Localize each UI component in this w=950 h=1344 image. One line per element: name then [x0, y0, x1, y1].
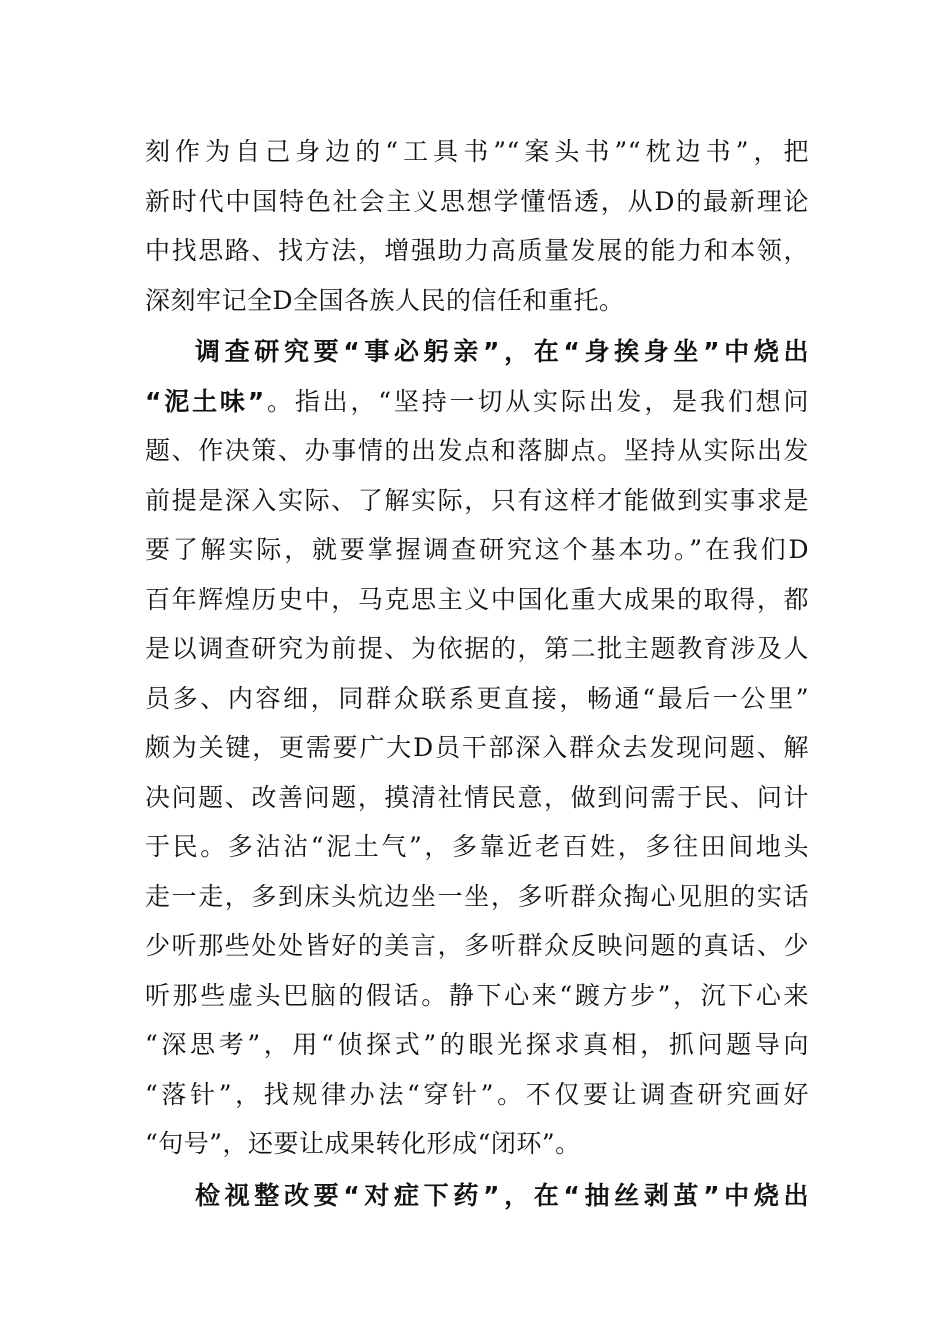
paragraph-line-text: 。指出，“坚持一切从实际出发，是我们想问 — [264, 386, 809, 416]
paragraph-line: “句号”，还要让成果转化形成“闭环”。 — [145, 1129, 581, 1158]
paragraph-line: 新时代中国特色社会主义思想学懂悟透，从D的最新理论 — [145, 186, 809, 216]
paragraph-line: 深刻牢记全D全国各族人民的信任和重托。 — [145, 285, 625, 315]
document-body — [145, 127, 809, 1220]
paragraph-line: 颇为关键，更需要广大D员干部深入群众去发现问题、解 — [145, 733, 809, 762]
paragraph-line: 中找思路、找方法，增强助力高质量发展的能力和本领， — [145, 236, 809, 265]
paragraph-line: “落针”，找规律办法“穿针”。不仅要让调查研究画好 — [145, 1079, 809, 1109]
paragraph-line: 员多、内容细，同群众联系更直接，畅通“最后一公里” — [145, 683, 809, 713]
section-heading-rectification: 检视整改要“对症下药”，在“抽丝剥茧”中烧出 — [195, 1180, 809, 1210]
paragraph-line: 决问题、改善问题，摸清社情民意，做到问需于民、问计 — [145, 782, 809, 812]
paragraph-line: 刻作为自己身边的“工具书”“案头书”“枕边书”，把 — [145, 137, 809, 166]
paragraph-line: 于民。多沾沾“泥土气”，多靠近老百姓，多往田间地头 — [145, 832, 809, 861]
paragraph-line: 听那些虚头巴脑的假话。静下心来“踱方步”，沉下心来 — [145, 980, 809, 1010]
paragraph-line — [145, 377, 809, 427]
paragraph-line: 走一走，多到床头炕边坐一坐，多听群众掏心见胆的实话 — [145, 881, 809, 911]
paragraph-line: 要了解实际，就要掌握调查研究这个基本功。”在我们D — [145, 535, 809, 564]
section-heading-research: 调查研究要“事必躬亲”，在“身挨身坐”中烧出 — [195, 337, 809, 366]
paragraph-line: 是以调查研究为前提、为依据的，第二批主题教育涉及人 — [145, 634, 809, 663]
section-heading-research-tail: “泥土味” — [145, 386, 265, 416]
paragraph-line: 百年辉煌历史中，马克思主义中国化重大成果的取得，都 — [145, 584, 809, 614]
paragraph-line: 题、作决策、办事情的出发点和落脚点。坚持从实际出发 — [145, 436, 809, 465]
paragraph-line: 少听那些处处皆好的美言，多听群众反映问题的真话、少 — [145, 931, 809, 960]
paragraph-line: 前提是深入实际、了解实际，只有这样才能做到实事求是 — [145, 485, 809, 515]
paragraph-line: “深思考”，用“侦探式”的眼光探求真相，抓问题导向 — [145, 1030, 809, 1059]
